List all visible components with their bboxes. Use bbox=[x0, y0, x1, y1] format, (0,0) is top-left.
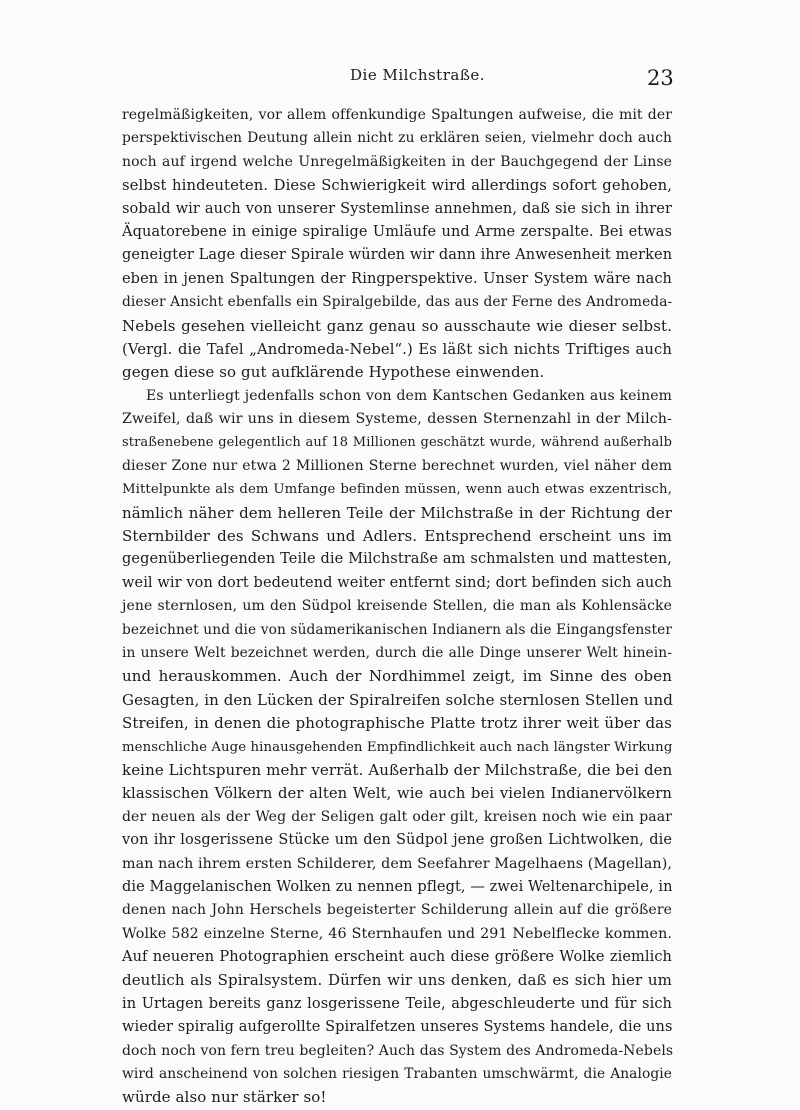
body-text bbox=[122, 104, 672, 1110]
text-line: Streifen, in denen die photographische Platte trotz ihrer weit über das bbox=[122, 714, 672, 733]
text-line: deutlich als Spiralsystem. Dürfen wir uns denken, daß es sich hier um bbox=[122, 971, 672, 990]
text-line: von ihr losgerissene Stücke um den Südpol jene großen Lichtwolken, die bbox=[122, 832, 672, 849]
text-line: und herauskommen. Auch der Nordhimmel zeigt, im Sinne des oben bbox=[122, 667, 672, 686]
paragraph-2 bbox=[122, 385, 672, 1110]
text-line: Äquatorebene in einige spiralige Umläufe und Arme zerspalte. Bei etwas bbox=[122, 223, 672, 240]
text-line: gegen diese so gut aufklärende Hypothese einwenden. bbox=[122, 363, 545, 382]
text-line: Gesagten, in den Lücken der Spiralreifen solche sternlosen Stellen und bbox=[122, 690, 673, 709]
text-line: Sternbilder des Schwans und Adlers. Entsprechend erscheint uns im bbox=[122, 527, 672, 546]
paragraph-1 bbox=[122, 104, 672, 385]
text-line: doch noch von fern treu begleiten? Auch das System des Andromeda-Nebels bbox=[122, 1042, 674, 1059]
text-line: Wolke 582 einzelne Sterne, 46 Sternhaufen und 291 Nebelflecke kommen. bbox=[122, 925, 672, 942]
text-line: die Maggelanischen Wolken zu nennen pflegt, — zwei Weltenarchipele, in bbox=[122, 878, 673, 895]
text-line: Mittelpunkte als dem Umfange befinden müssen, wenn auch etwas exzentrisch, bbox=[122, 482, 672, 498]
text-line: noch auf irgend welche Unregelmäßigkeiten in der Bauchgegend der Linse bbox=[122, 153, 672, 170]
text-line: man nach ihrem ersten Schilderer, dem Seefahrer Magelhaens (Magellan), bbox=[122, 855, 672, 872]
page-header bbox=[0, 66, 800, 96]
text-line: geneigter Lage dieser Spirale würden wir dann ihre Anwesenheit merken bbox=[122, 247, 673, 264]
text-line: dieser Ansicht ebenfalls ein Spiralgebilde, das aus der Ferne des Andromeda- bbox=[122, 294, 673, 311]
text-line: bezeichnet und die von südamerikanischen Indianern als die Eingangsfenster bbox=[122, 621, 672, 638]
text-line: straßenebene gelegentlich auf 18 Millionen geschätzt wurde, während außerhalb bbox=[122, 435, 672, 451]
text-line: Es unterliegt jedenfalls schon von dem Kantschen Gedanken aus keinem bbox=[146, 387, 672, 404]
text-line: jene sternlosen, um den Südpol kreisende Stellen, die man als Kohlensäcke bbox=[122, 598, 672, 615]
text-line: menschliche Auge hinausgehenden Empfindlichkeit auch nach längster Wirkung bbox=[122, 739, 673, 755]
text-line: weil wir von dort bedeutend weiter entfernt sind; dort befinden sich auch bbox=[122, 574, 672, 591]
text-line: eben in jenen Spaltungen der Ringperspektive. Unser System wäre nach bbox=[122, 270, 672, 287]
text-line: Zweifel, daß wir uns in diesem Systeme, dessen Sternenzahl in der Milch- bbox=[122, 411, 672, 428]
text-line: nämlich näher dem helleren Teile der Milchstraße in der Richtung der bbox=[122, 503, 672, 522]
text-line: dieser Zone nur etwa 2 Millionen Sterne berechnet wurden, viel näher dem bbox=[122, 457, 672, 474]
running-head: Die Milchstraße. bbox=[350, 66, 485, 84]
text-line: in unsere Welt bezeichnet werden, durch die alle Dinge unserer Welt hinein- bbox=[122, 644, 672, 661]
text-line: Auf neueren Photographien erscheint auch diese größere Wolke ziemlich bbox=[122, 949, 672, 966]
text-line: klassischen Völkern der alten Welt, wie auch bei vielen Indianervölkern bbox=[122, 785, 672, 803]
page-number: 23 bbox=[647, 66, 674, 90]
text-line: würde also nur stärker so! bbox=[122, 1088, 327, 1107]
text-line: keine Lichtspuren mehr verrät. Außerhalb der Milchstraße, die bei den bbox=[122, 760, 673, 779]
text-line: wird anscheinend von solchen riesigen Trabanten umschwärmt, die Analogie bbox=[122, 1066, 672, 1083]
text-line: (Vergl. die Tafel „Andromeda-Nebel“.) Es läßt sich nichts Triftiges auch bbox=[122, 340, 672, 358]
text-line: sobald wir auch von unserer Systemlinse annehmen, daß sie sich in ihrer bbox=[122, 200, 672, 217]
text-line: der neuen als der Weg der Seligen galt oder gilt, kreisen noch wie ein paar bbox=[122, 808, 672, 825]
text-line: perspektivischen Deutung allein nicht zu erklären seien, vielmehr doch auch bbox=[122, 130, 672, 147]
text-line: gegenüberliegenden Teile die Milchstraße am schmalsten und mattesten, bbox=[122, 551, 672, 568]
text-line: denen nach John Herschels begeisterter Schilderung allein auf die größere bbox=[122, 902, 672, 919]
text-line: Nebels gesehen vielleicht ganz genau so ausschaute wie dieser selbst. bbox=[122, 316, 672, 335]
text-line: in Urtagen bereits ganz losgerissene Teile, abgeschleuderte und für sich bbox=[122, 995, 672, 1012]
text-line: regelmäßigkeiten, vor allem offenkundige Spaltungen aufweise, die mit der bbox=[122, 107, 672, 123]
text-line: selbst hindeuteten. Diese Schwierigkeit wird allerdings sofort gehoben, bbox=[122, 177, 672, 195]
text-line: wieder spiralig aufgerollte Spiralfetzen unseres Systems handele, die uns bbox=[122, 1019, 673, 1036]
